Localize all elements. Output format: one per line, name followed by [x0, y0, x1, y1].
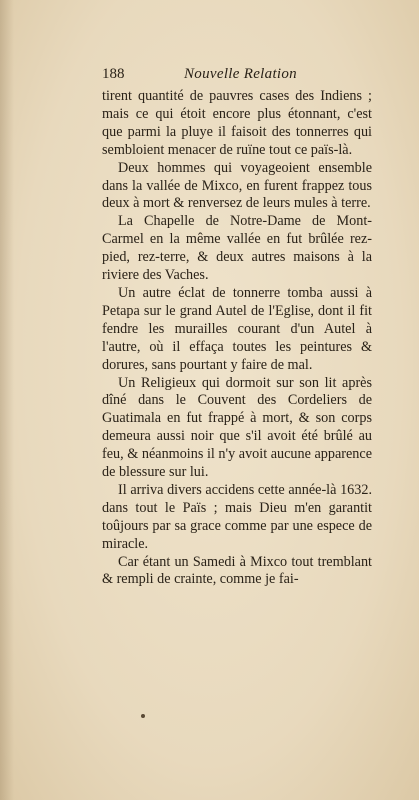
page-number: 188: [102, 66, 125, 82]
paragraph-5: Un Religieux qui dormoit sur son lit après dîné dans le Couvent des Cordeliers de Guatimala en fut frappé à mort, & son corps demeura aussi noir que s'il avoit été brûlé au feu, & néanmoins il n'y avoit aucune apparence de blessure sur lui.: [102, 374, 372, 481]
body-text: [102, 88, 372, 589]
page-gutter-shadow: [0, 0, 14, 800]
paragraph-2: Deux hommes qui voyageoient ensemble dans la vallée de Mixco, en furent frappez tous deux à mort & renversez de leurs mules à terre.: [102, 159, 372, 212]
paragraph-1: tirent quantité de pauvres cases des Indiens ; mais ce qui étoit encore plus étonnant, c'est que parmi la pluye il faisoit des tonnerres qui sembloient menacer de ruïne tout ce païs-là.: [102, 88, 372, 158]
paragraph-4: Un autre éclat de tonnerre tomba aussi à Petapa sur le grand Autel de l'Eglise, dont il fit fendre les murailles courant d'un Autel à l'autre, où il effaça toutes les peintures & dorures, sans pourtant y faire de mal.: [102, 284, 372, 373]
paragraph-3: La Chapelle de Notre-Dame de Mont-Carmel en la même vallée en fut brûlée rez-pied, rez-terre, & deux autres maisons à la riviere des Vaches.: [102, 213, 372, 284]
running-title: Nouvelle Relation: [184, 66, 297, 82]
paragraph-7: Car étant un Samedi à Mixco tout tremblant & rempli de crainte, comme je fai-: [102, 553, 372, 588]
ink-speck: [141, 714, 145, 718]
paragraph-6: Il arriva divers accidens cette année-là 1632. dans tout le Païs ; mais Dieu m'en garantit toûjours par sa grace comme par une espece de miracle.: [102, 481, 372, 552]
page-header: [102, 66, 364, 86]
